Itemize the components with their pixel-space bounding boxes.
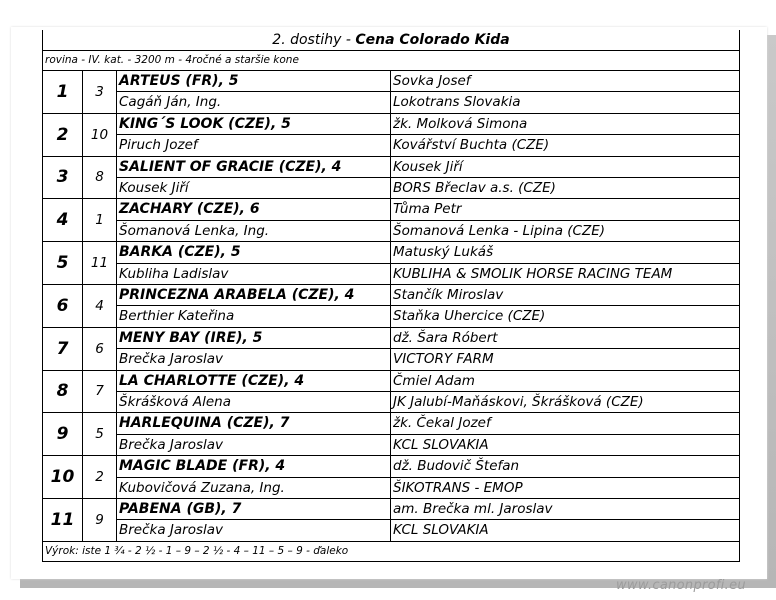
race-title-prefix: 2. dostihy -	[272, 32, 351, 48]
trainer-cell: Šomanová Lenka, Ing.	[117, 221, 391, 241]
table-row	[43, 242, 739, 285]
horse-name-cell: PRINCEZNA ARABELA (CZE), 4	[117, 285, 391, 306]
table-row	[43, 371, 739, 414]
place-cell: 10	[43, 456, 83, 498]
owner-cell: KCL SLOVAKIA	[393, 522, 489, 539]
race-results-table	[42, 30, 740, 562]
owner-cell: Lokotrans Slovakia	[393, 94, 521, 111]
trainer-cell: Brečka Jaroslav	[117, 435, 391, 455]
start-number-cell: 3	[83, 71, 117, 113]
horse-name-cell: MAGIC BLADE (FR), 4	[117, 456, 391, 477]
horse-name-cell: LA CHARLOTTE (CZE), 4	[117, 371, 391, 392]
trainer-cell: Škrášková Alena	[117, 392, 391, 412]
trainer-cell: Kubovičová Zuzana, Ing.	[117, 478, 391, 498]
jockey-cell: Kousek Jiří	[391, 157, 739, 178]
owner-cell: BORS Břeclav a.s. (CZE)	[393, 179, 556, 196]
horse-name-cell: BARKA (CZE), 5	[117, 242, 391, 263]
jockey-cell: am. Brečka ml. Jaroslav	[391, 499, 739, 520]
place-cell: 7	[43, 328, 83, 370]
start-number-cell: 11	[83, 242, 117, 284]
horse-name-cell: KING´S LOOK (CZE), 5	[117, 114, 391, 135]
owner-cell: JK Jalubí-Maňáskovi, Škrášková (CZE)	[393, 393, 644, 410]
start-number-cell: 4	[83, 285, 117, 327]
table-row	[43, 157, 739, 200]
race-verdict: Výrok: iste 1 ¾ - 2 ½ - 1 – 9 – 2 ½ - 4 – 11 – 5 – 9 - ďaleko	[43, 542, 739, 562]
place-cell: 6	[43, 285, 83, 327]
table-row	[43, 285, 739, 328]
table-row	[43, 199, 739, 242]
horse-name-cell: ZACHARY (CZE), 6	[117, 199, 391, 220]
trainer-cell: Piruch Jozef	[117, 135, 391, 155]
jockey-cell: Čmiel Adam	[391, 371, 739, 392]
table-row	[43, 71, 739, 114]
jockey-cell: Matuský Lukáš	[391, 242, 739, 263]
owner-cell: VICTORY FARM	[393, 351, 494, 368]
place-cell: 2	[43, 114, 83, 156]
table-row	[43, 328, 739, 371]
owner-cell: Šomanová Lenka - Lipina (CZE)	[393, 222, 605, 239]
owner-cell: Kovářství Buchta (CZE)	[393, 137, 550, 154]
start-number-cell: 10	[83, 114, 117, 156]
place-cell: 8	[43, 371, 83, 413]
entries-list	[43, 71, 739, 542]
owner-cell: KUBLIHA & SMOLIK HORSE RACING TEAM	[393, 265, 673, 282]
owner-cell: ŠIKOTRANS - EMOP	[393, 479, 523, 496]
start-number-cell: 2	[83, 456, 117, 498]
jockey-cell: žk. Čekal Jozef	[391, 413, 739, 434]
trainer-cell: Kubliha Ladislav	[117, 264, 391, 284]
place-cell: 9	[43, 413, 83, 455]
table-row	[43, 499, 739, 542]
horse-name-cell: MENY BAY (IRE), 5	[117, 328, 391, 349]
start-number-cell: 7	[83, 371, 117, 413]
table-row	[43, 114, 739, 157]
trainer-cell: Cagáň Ján, Ing.	[117, 92, 391, 112]
horse-name-cell: HARLEQUINA (CZE), 7	[117, 413, 391, 434]
start-number-cell: 8	[83, 157, 117, 199]
race-title	[43, 30, 739, 51]
trainer-cell: Brečka Jaroslav	[117, 520, 391, 540]
start-number-cell: 6	[83, 328, 117, 370]
place-cell: 1	[43, 71, 83, 113]
jockey-cell: Stančík Miroslav	[391, 285, 739, 306]
jockey-cell: dž. Šara Róbert	[391, 328, 739, 349]
jockey-cell: Tůma Petr	[391, 199, 739, 220]
race-conditions: rovina - IV. kat. - 3200 m - 4ročné a staršie kone	[43, 51, 739, 71]
table-row	[43, 456, 739, 499]
table-row	[43, 413, 739, 456]
jockey-cell: Sovka Josef	[391, 71, 739, 92]
race-title-name: Cena Colorado Kida	[355, 32, 510, 48]
horse-name-cell: PABENA (GB), 7	[117, 499, 391, 520]
place-cell: 5	[43, 242, 83, 284]
horse-name-cell: SALIENT OF GRACIE (CZE), 4	[117, 157, 391, 178]
place-cell: 3	[43, 157, 83, 199]
trainer-cell: Kousek Jiří	[117, 178, 391, 198]
owner-cell: KCL SLOVAKIA	[393, 436, 489, 453]
place-cell: 4	[43, 199, 83, 241]
place-cell: 11	[43, 499, 83, 541]
start-number-cell: 1	[83, 199, 117, 241]
jockey-cell: dž. Budovič Štefan	[391, 456, 739, 477]
jockey-cell: žk. Molková Simona	[391, 114, 739, 135]
watermark: www.canonprofi.eu	[616, 578, 746, 593]
start-number-cell: 5	[83, 413, 117, 455]
trainer-cell: Berthier Kateřina	[117, 306, 391, 326]
owner-cell: Staňka Uhercice (CZE)	[393, 308, 546, 325]
start-number-cell: 9	[83, 499, 117, 541]
trainer-cell: Brečka Jaroslav	[117, 349, 391, 369]
horse-name-cell: ARTEUS (FR), 5	[117, 71, 391, 92]
